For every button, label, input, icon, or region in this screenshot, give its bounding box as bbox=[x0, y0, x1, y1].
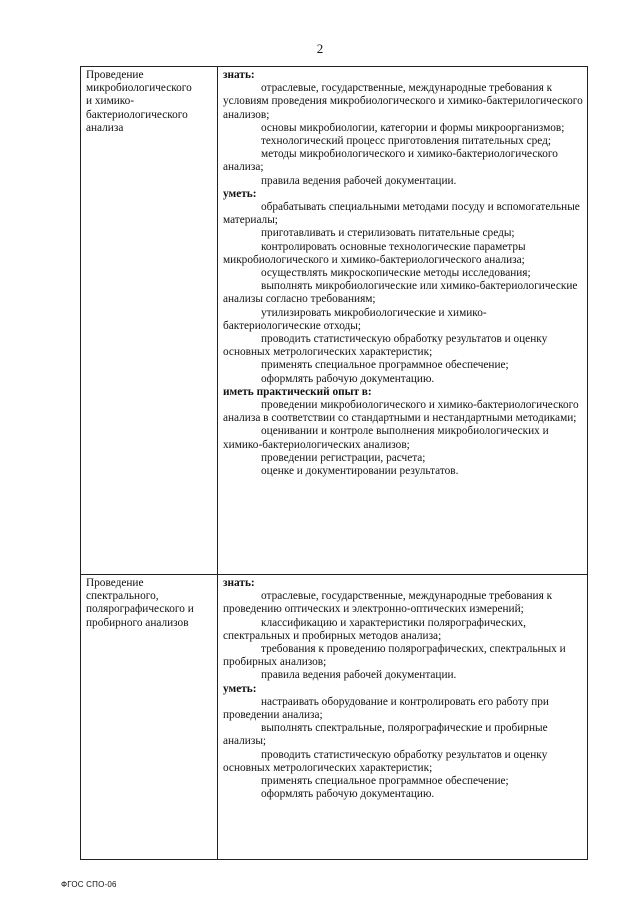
list-item: выполнять спектральные, полярографические и пробирные анализы; bbox=[223, 722, 548, 748]
list-item: проводить статистическую обработку результатов и оценку основных метрологических характеристик; bbox=[223, 333, 548, 359]
list-item: классификацию и характеристики полярографических, спектральных и пробирных методов анализа; bbox=[223, 616, 526, 642]
requirements-cell bbox=[218, 67, 588, 575]
list-item: основы микробиологии, категории и формы микроорганизмов; bbox=[261, 121, 565, 134]
activity-title-line: бактериологического bbox=[86, 108, 188, 121]
section-heading-know: знать: bbox=[223, 69, 255, 81]
section-heading-can: уметь: bbox=[223, 682, 257, 695]
activity-title-line: Проведение bbox=[86, 69, 144, 81]
list-item: проведении регистрации, расчета; bbox=[261, 451, 426, 464]
table-row bbox=[81, 67, 588, 575]
list-item: отраслевые, государственные, международные требования к проведению оптических и электронно-оптических измерений; bbox=[223, 590, 553, 616]
list-item: обрабатывать специальными методами посуду и вспомогательные материалы; bbox=[223, 201, 580, 227]
list-item: правила ведения рабочей документации. bbox=[261, 669, 457, 682]
activity-title-line: и химико- bbox=[86, 95, 135, 108]
list-item: настраивать оборудование и контролировать его работу при проведении анализа; bbox=[223, 695, 549, 722]
activity-title-cell bbox=[81, 67, 218, 575]
list-item: проведении микробиологического и химико-бактериологического анализа в соответствии со стандартными и нестандартными методиками; bbox=[223, 399, 579, 425]
list-item: контролировать основные технологические параметры микробиологического и химико-бактериологического анализа; bbox=[223, 240, 526, 266]
activity-title-line: спектрального, bbox=[86, 590, 159, 603]
list-item: применять специальное программное обеспечение; bbox=[261, 359, 509, 372]
list-item: проводить статистическую обработку результатов и оценку основных метрологических характеристик; bbox=[223, 748, 548, 774]
activity-title-cell bbox=[81, 575, 218, 860]
section-heading-know: знать: bbox=[223, 577, 255, 589]
section-heading-experience: иметь практический опыт в: bbox=[223, 385, 372, 398]
list-item: осуществлять микроскопические методы исследования; bbox=[261, 267, 531, 280]
requirements-cell bbox=[218, 575, 588, 860]
document-footer-code: ФГОС СПО-06 bbox=[61, 880, 117, 889]
list-item: отраслевые, государственные, международные требования к условиям проведения микробиологического и химико-бактерилогического анализов; bbox=[223, 82, 583, 121]
page-number: 2 bbox=[316, 41, 324, 56]
list-item: выполнять микробиологические или химико-бактериологические анализы согласно требованиям; bbox=[223, 280, 578, 306]
list-item: правила ведения рабочей документации. bbox=[261, 174, 457, 187]
section-heading-can: уметь: bbox=[223, 187, 257, 200]
activity-title-line: Проведение bbox=[86, 577, 144, 589]
activity-title-line: микробиологического bbox=[86, 82, 192, 95]
list-item: оформлять рабочую документацию. bbox=[261, 372, 435, 385]
table-row bbox=[81, 575, 588, 860]
activity-title-line: анализа bbox=[86, 121, 124, 134]
list-item: приготавливать и стерилизовать питательные среды; bbox=[261, 227, 515, 240]
activity-title-line: полярографического и bbox=[86, 603, 194, 616]
requirements-table bbox=[80, 66, 588, 860]
list-item: требования к проведению полярографических, спектральных и пробирных анализов; bbox=[223, 643, 566, 669]
list-item: утилизировать микробиологические и химико-бактериологические отходы; bbox=[223, 306, 487, 332]
list-item: оценивании и контроле выполнения микробиологических и химико-бактериологических анализов; bbox=[223, 425, 549, 451]
activity-title-line: пробирного анализов bbox=[86, 616, 189, 629]
list-item: применять специальное программное обеспечение; bbox=[261, 775, 509, 788]
list-item: оценке и документировании результатов. bbox=[261, 465, 459, 478]
list-item: методы микробиологического и химико-бактериологического анализа; bbox=[223, 148, 558, 174]
list-item: технологический процесс приготовления питательных сред; bbox=[261, 135, 552, 148]
list-item: оформлять рабочую документацию. bbox=[261, 788, 435, 801]
